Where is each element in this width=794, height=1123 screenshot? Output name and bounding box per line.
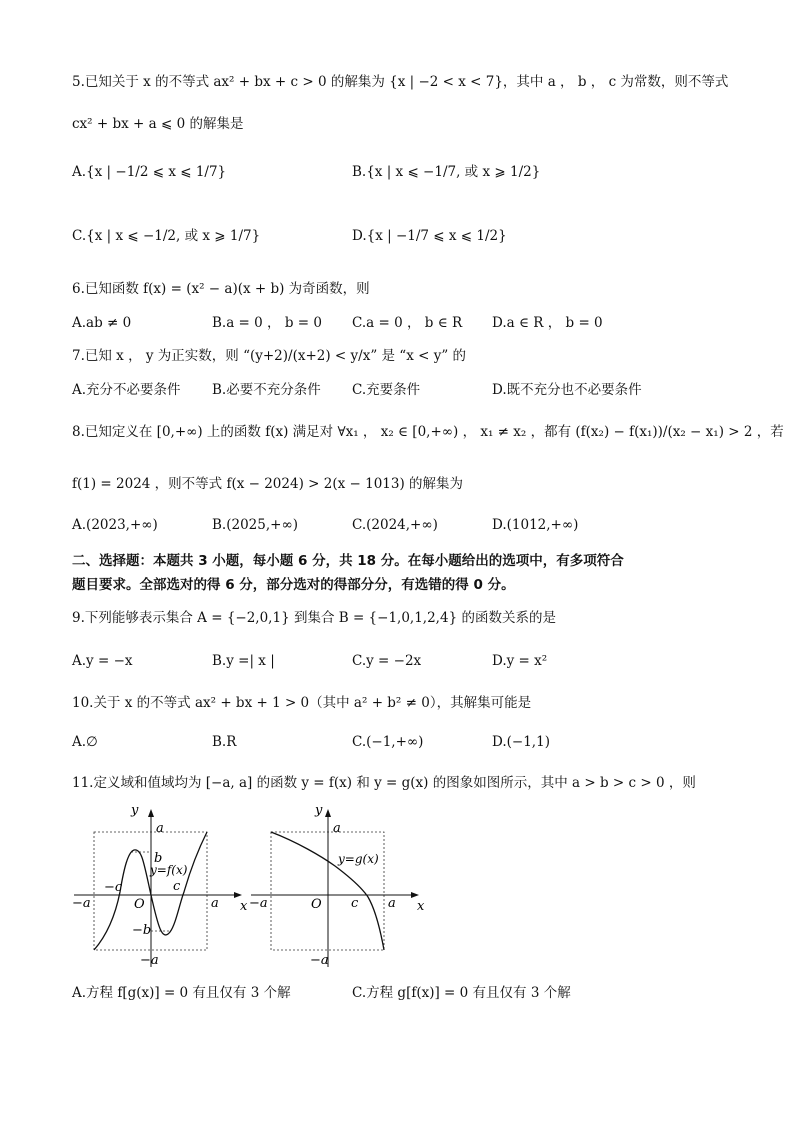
q7-option-c[interactable] <box>352 380 420 400</box>
q9-option-c-text: y = −2x <box>366 653 422 669</box>
q6-option-c[interactable] <box>352 313 462 333</box>
q11-option-c-letter: C. <box>352 985 367 1001</box>
q9-option-c[interactable] <box>352 651 421 671</box>
q5-option-b-letter: B. <box>352 164 367 180</box>
q10-option-b[interactable] <box>212 732 236 752</box>
q7-stem: 7.已知 x ， y 为正实数，则 “(y+2)/(x+2) < y/x” 是 “x < y” 的 <box>72 348 467 364</box>
q6-option-a[interactable] <box>72 313 131 333</box>
q5-options-row1 <box>72 162 722 184</box>
q10-option-a-letter: A. <box>72 734 87 750</box>
q8-option-c-letter: C. <box>352 517 367 533</box>
graph-g-x-label: x <box>417 899 425 914</box>
q6-option-a-text: ab ≠ 0 <box>86 315 132 331</box>
q5-stem-line2: cx² + bx + a ⩽ 0 的解集是 <box>72 116 244 132</box>
graph-g-y-label: y <box>315 803 323 818</box>
q10-option-d-text: (−1,1) <box>506 734 550 750</box>
q8-option-d[interactable] <box>492 515 578 535</box>
q10-option-c[interactable] <box>352 732 423 752</box>
q9-option-d[interactable] <box>492 651 547 671</box>
graph-g <box>247 802 427 970</box>
q7-options <box>72 380 722 402</box>
q8-options <box>72 515 722 537</box>
q6-option-b-text: a = 0 ， b = 0 <box>226 315 322 331</box>
q5-option-b[interactable] <box>352 162 540 182</box>
graph-f-b-label: b <box>154 851 163 866</box>
graph-g-y-arrow <box>325 809 331 817</box>
q8-option-b[interactable] <box>212 515 298 535</box>
graph-g-bottom-label: −a <box>310 953 329 968</box>
q5-options-row2 <box>72 226 722 248</box>
q7-option-a-text: 充分不必要条件 <box>86 382 181 398</box>
q8-option-d-letter: D. <box>492 517 507 533</box>
q10-option-c-text: (−1,+∞) <box>366 734 424 750</box>
q9-options <box>72 651 722 673</box>
q8-stem-line2: f(1) = 2024 ，则不等式 f(x − 2024) > 2(x − 1013) 的解集为 <box>72 476 464 492</box>
q10-stem: 10.关于 x 的不等式 ax² + bx + 1 > 0（其中 a² + b² ≠ 0），其解集可能是 <box>72 695 532 711</box>
q9-option-b[interactable] <box>212 651 275 671</box>
q9-option-b-letter: B. <box>212 653 227 669</box>
q9-option-d-text: y = x² <box>506 653 548 669</box>
q7-option-c-letter: C. <box>352 382 367 398</box>
q5-option-a[interactable] <box>72 162 226 182</box>
q6-option-a-letter: A. <box>72 315 87 331</box>
graph-g-left-label: −a <box>249 896 268 911</box>
graph-g-origin-label: O <box>311 897 322 912</box>
q10-option-a[interactable] <box>72 732 98 752</box>
q8-option-b-letter: B. <box>212 517 227 533</box>
q11-options <box>72 983 722 1005</box>
q7-option-d[interactable] <box>492 380 642 400</box>
q11-option-c-text: 方程 g[f(x)] = 0 有且仅有 3 个解 <box>366 985 571 1001</box>
q6-option-c-text: a = 0 ， b ∈ R <box>366 315 463 331</box>
section2-heading-line1: 二、选择题：本题共 3 小题，每小题 6 分，共 18 分。在每小题给出的选项中，有多项符合 <box>72 553 624 569</box>
q5-option-b-text: {x | x ⩽ −1/7, 或 x ⩾ 1/2} <box>366 164 541 180</box>
q5-stem-line1: 5.已知关于 x 的不等式 ax² + bx + c > 0 的解集为 {x | −2 < x < 7}，其中 a ， b ， c 为常数，则不等式 <box>72 74 729 90</box>
q6-option-b-letter: B. <box>212 315 227 331</box>
q6-stem: 6.已知函数 f(x) = (x² − a)(x + b) 为奇函数，则 <box>72 281 370 297</box>
graph-f-y-label: y <box>131 803 139 818</box>
q10-options <box>72 732 722 754</box>
q6-option-d[interactable] <box>492 313 603 333</box>
graph-g-x-arrow <box>411 892 419 898</box>
graph-g-c-label: c <box>351 896 359 911</box>
q9-option-c-letter: C. <box>352 653 367 669</box>
q5-option-c-letter: C. <box>72 228 87 244</box>
q7-option-d-letter: D. <box>492 382 507 398</box>
q7-option-b-text: 必要不充分条件 <box>226 382 321 398</box>
q5-option-d[interactable] <box>352 226 507 246</box>
graph-f-x-arrow <box>234 892 242 898</box>
graph-g-top-label: a <box>333 821 341 836</box>
graph-f-x-label: x <box>240 899 248 914</box>
graph-f-neg-b-label: −b <box>132 923 152 938</box>
q8-stem-line1: 8.已知定义在 [0,+∞) 上的函数 f(x) 满足对 ∀x₁ ， x₂ ∈ [0,+∞) ， x₁ ≠ x₂ ，都有 (f(x₂) − f(x₁))/(x₂ − x₁) > 2 ，若 <box>72 424 784 440</box>
q9-option-a-letter: A. <box>72 653 87 669</box>
q9-option-b-text: y =| x | <box>226 653 275 669</box>
q9-stem: 9.下列能够表示集合 A = {−2,0,1} 到集合 B = {−1,0,1,2,4} 的函数关系的是 <box>72 610 556 626</box>
graph-f-left-label: −a <box>72 896 91 911</box>
graph-f-y-arrow <box>148 809 154 817</box>
graph-f-neg-c-label: −c <box>104 880 123 895</box>
q6-option-b[interactable] <box>212 313 322 333</box>
q5-option-d-text: {x | −1/7 ⩽ x ⩽ 1/2} <box>366 228 507 244</box>
q10-option-d[interactable] <box>492 732 550 752</box>
q11-option-a-text: 方程 f[g(x)] = 0 有且仅有 3 个解 <box>86 985 291 1001</box>
q9-option-a-text: y = −x <box>86 653 133 669</box>
q10-option-a-text: ∅ <box>86 734 98 750</box>
q10-option-b-letter: B. <box>212 734 227 750</box>
q7-option-a[interactable] <box>72 380 181 400</box>
q10-option-b-text: R <box>226 734 237 750</box>
q9-option-a[interactable] <box>72 651 133 671</box>
q5-option-d-letter: D. <box>352 228 367 244</box>
q9-option-d-letter: D. <box>492 653 507 669</box>
graph-f-top-label: a <box>156 821 164 836</box>
graph-f-bottom-label: −a <box>140 953 159 968</box>
q11-stem: 11.定义域和值域均为 [−a, a] 的函数 y = f(x) 和 y = g(x) 的图象如图所示，其中 a > b > c > 0 ，则 <box>72 775 696 791</box>
q8-option-a-letter: A. <box>72 517 87 533</box>
graph-f-origin-label: O <box>134 897 145 912</box>
q7-option-a-letter: A. <box>72 382 87 398</box>
q8-option-a[interactable] <box>72 515 158 535</box>
section2-heading-line2: 题目要求。全部选对的得 6 分，部分选对的得部分分，有选错的得 0 分。 <box>72 577 515 593</box>
q8-option-b-text: (2025,+∞) <box>226 517 298 533</box>
graph-f <box>70 802 250 970</box>
q5-option-c[interactable] <box>72 226 260 246</box>
q7-option-d-text: 既不充分也不必要条件 <box>506 382 642 398</box>
q8-option-c[interactable] <box>352 515 438 535</box>
graph-f-c-label: c <box>173 879 181 894</box>
graph-f-right-label: a <box>211 896 219 911</box>
q8-option-c-text: (2024,+∞) <box>366 517 438 533</box>
graph-f-curve-label: y=f(x) <box>150 863 188 877</box>
q6-option-c-letter: C. <box>352 315 367 331</box>
q6-options <box>72 313 722 335</box>
q5-option-c-text: {x | x ⩽ −1/2, 或 x ⩾ 1/7} <box>86 228 261 244</box>
q11-option-a-letter: A. <box>72 985 87 1001</box>
q5-option-a-letter: A. <box>72 164 87 180</box>
q8-option-d-text: (1012,+∞) <box>506 517 579 533</box>
q10-option-d-letter: D. <box>492 734 507 750</box>
q7-option-c-text: 充要条件 <box>366 382 421 398</box>
q7-option-b-letter: B. <box>212 382 227 398</box>
q11-option-a[interactable] <box>72 983 291 1003</box>
q10-option-c-letter: C. <box>352 734 367 750</box>
q5-option-a-text: {x | −1/2 ⩽ x ⩽ 1/7} <box>86 164 227 180</box>
q6-option-d-text: a ∈ R ， b = 0 <box>506 315 603 331</box>
graph-g-right-label: a <box>388 896 396 911</box>
graph-g-curve-label: y=g(x) <box>338 852 379 866</box>
q8-option-a-text: (2023,+∞) <box>86 517 158 533</box>
q11-option-c[interactable] <box>352 983 571 1003</box>
q7-option-b[interactable] <box>212 380 321 400</box>
q6-option-d-letter: D. <box>492 315 507 331</box>
